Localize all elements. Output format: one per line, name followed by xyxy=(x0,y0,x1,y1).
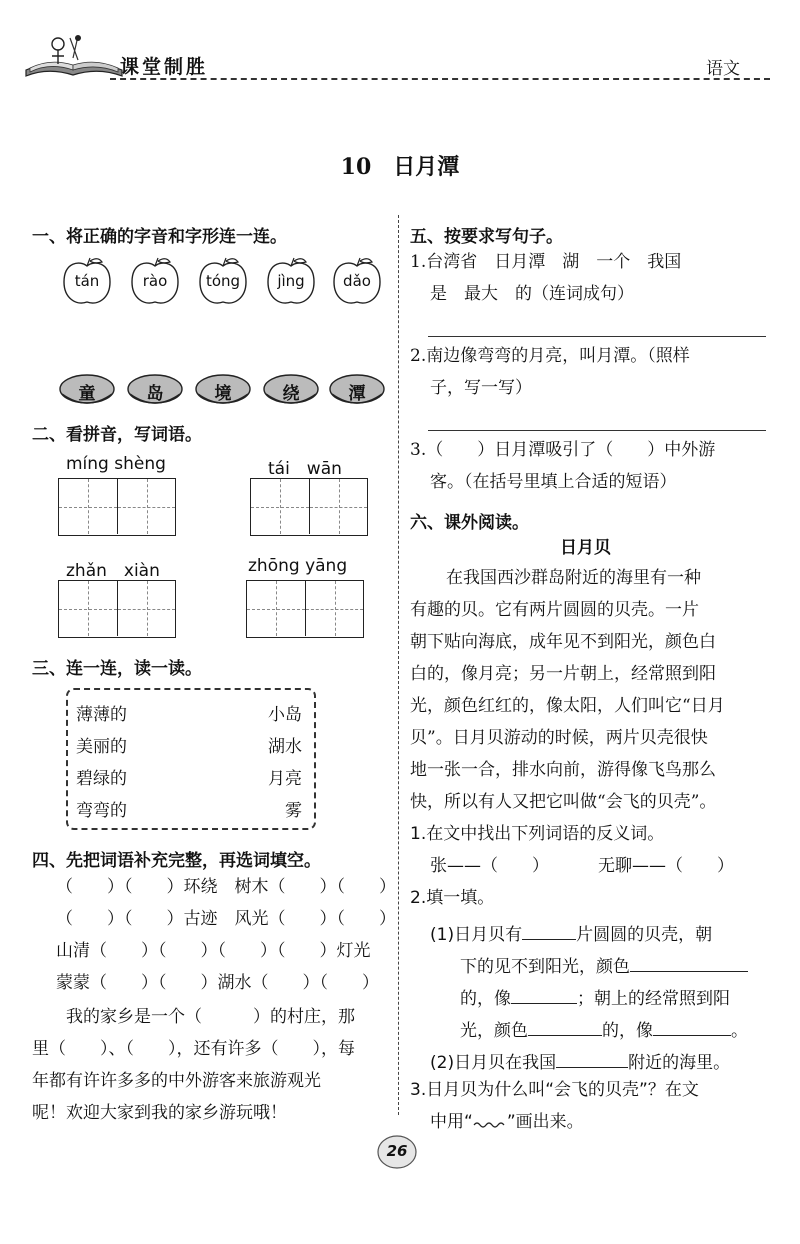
fill-line xyxy=(430,922,712,944)
fill-word-row[interactable]: 山清（ ）（ ）（ ）（ ）灯光 xyxy=(56,941,371,961)
match-left-item[interactable]: 碧绿的 xyxy=(76,769,127,789)
paragraph-line: 呢！欢迎大家到我的家乡游玩哦！ xyxy=(32,1103,287,1123)
paragraph-line[interactable]: 我的家乡是一个（ ）的村庄，那 xyxy=(66,1007,355,1027)
paragraph-line: 年都有许许多多的中外游客来旅游观光 xyxy=(32,1071,321,1091)
character-text: 绕 xyxy=(282,384,300,404)
page-number xyxy=(376,1134,418,1170)
match-right-item[interactable]: 湖水 xyxy=(268,737,302,757)
story-line: 有趣的贝。它有两片圆圆的贝壳。一片 xyxy=(410,600,699,620)
writing-grid[interactable] xyxy=(58,580,176,638)
pinyin-prompt: tái wān xyxy=(268,459,342,479)
fill-text: 附近的海里。 xyxy=(628,1053,731,1073)
question-line: 客。（在括号里填上合适的短语） xyxy=(430,472,677,492)
fill-text: ；朝上的经常照到阳 xyxy=(577,989,730,1009)
answer-line[interactable] xyxy=(428,336,766,337)
antonym-blank[interactable]: 张——（ ） xyxy=(430,856,549,876)
fill-blank[interactable] xyxy=(653,1018,731,1036)
wavy-underline-icon xyxy=(473,1115,507,1129)
fill-text: (1)日月贝有 xyxy=(430,925,523,945)
pinyin-prompt: zhǎn xiàn xyxy=(66,561,160,581)
subject-label: 语文 xyxy=(706,59,740,79)
writing-grid[interactable] xyxy=(58,478,176,536)
lesson-name: 日月潭 xyxy=(393,154,460,180)
fill-word-row[interactable]: （ ）（ ）古迹 风光（ ）（ ） xyxy=(56,909,396,929)
story-line: 光，颜色红红的，像太阳，人们叫它“日月 xyxy=(410,696,725,716)
fill-blank[interactable] xyxy=(556,1050,628,1068)
lesson-number: 10 xyxy=(340,154,372,180)
pinyin-apple xyxy=(128,256,182,308)
character-text: 童 xyxy=(78,384,96,404)
lesson-title xyxy=(0,150,800,181)
column-divider xyxy=(398,215,399,1115)
fill-text: 。 xyxy=(731,1021,748,1041)
fill-word-row[interactable]: （ ）（ ）环绕 树木（ ）（ ） xyxy=(56,877,396,897)
pinyin-prompt: míng shèng xyxy=(66,454,166,474)
question-line xyxy=(430,1114,584,1131)
header-divider xyxy=(110,78,770,80)
story-line: 贝”。日月贝游动的时候，两片贝壳很快 xyxy=(410,728,708,748)
fill-line xyxy=(460,954,748,976)
character-text: 境 xyxy=(214,384,232,404)
pinyin-text: tóng xyxy=(205,272,241,290)
story-line: 快，所以有人又把它叫做“会飞的贝壳”。 xyxy=(410,792,717,812)
pinyin-prompt: zhōng yāng xyxy=(248,556,348,576)
section-4-title: 四、先把词语补充完整，再选词填空。 xyxy=(32,851,321,871)
match-left-item[interactable]: 美丽的 xyxy=(76,737,127,757)
writing-grid[interactable] xyxy=(246,580,364,638)
fill-text: 下的见不到阳光，颜色 xyxy=(460,957,630,977)
antonym-blank[interactable]: 无聊——（ ） xyxy=(598,856,734,876)
fill-blank[interactable] xyxy=(522,922,576,940)
fill-word-row[interactable]: 蒙蒙（ ）（ ）湖水（ ）（ ） xyxy=(56,973,379,993)
section-6-title: 六、课外阅读。 xyxy=(410,513,529,533)
fill-text: ”画出来。 xyxy=(506,1112,584,1132)
fill-blank[interactable] xyxy=(630,954,748,972)
pinyin-apple xyxy=(196,256,250,308)
paragraph-line[interactable]: 里（ ）、（ ），还有许多（ ），每 xyxy=(32,1039,355,1059)
story-line: 朝下贴向海底，成年见不到阳光，颜色白 xyxy=(410,632,716,652)
section-1-title: 一、将正确的字音和字形连一连。 xyxy=(32,227,287,247)
story-line: 在我国西沙群岛附近的海里有一种 xyxy=(446,568,701,588)
fill-line xyxy=(460,986,730,1008)
pinyin-text: tán xyxy=(74,272,100,290)
question-line: 3.日月贝为什么叫“会飞的贝壳”？在文 xyxy=(410,1080,699,1100)
pinyin-apple xyxy=(330,256,384,308)
fill-text: 的，像 xyxy=(460,989,511,1009)
match-right-item[interactable]: 月亮 xyxy=(268,769,302,789)
question-line: 2.填一填。 xyxy=(410,888,495,908)
character-text: 岛 xyxy=(146,384,164,404)
fill-text: 片圆圆的贝壳，朝 xyxy=(576,925,713,945)
writing-grid[interactable] xyxy=(250,478,368,536)
question-line: 是 最大 的（连词成句） xyxy=(430,284,634,304)
fill-text: 中用“ xyxy=(430,1112,473,1132)
character-bowl xyxy=(194,372,252,410)
character-bowl xyxy=(328,372,386,410)
match-right-item[interactable]: 雾 xyxy=(285,801,302,821)
pinyin-apple xyxy=(264,256,318,308)
character-text: 潭 xyxy=(348,384,366,404)
question-line: 子，写一写） xyxy=(430,378,532,398)
fill-text: 光，颜色 xyxy=(460,1021,528,1041)
section-5-title: 五、按要求写句子。 xyxy=(410,227,563,247)
story-title: 日月贝 xyxy=(560,538,611,558)
fill-blank[interactable] xyxy=(511,986,577,1004)
pinyin-text: rào xyxy=(142,272,168,290)
brand-title: 课堂制胜 xyxy=(120,56,209,78)
page-number-text: 26 xyxy=(386,1142,408,1160)
section-2-title: 二、看拼音，写词语。 xyxy=(32,425,202,445)
question-line: 2.南边像弯弯的月亮，叫月潭。（照样 xyxy=(410,346,690,366)
question-line: 1.在文中找出下列词语的反义词。 xyxy=(410,824,665,844)
pinyin-apple xyxy=(60,256,114,308)
fill-text: (2)日月贝在我国 xyxy=(430,1053,557,1073)
fill-text: 的，像 xyxy=(602,1021,653,1041)
character-bowl xyxy=(58,372,116,410)
book-logo-icon xyxy=(18,30,128,80)
match-left-item[interactable]: 薄薄的 xyxy=(76,705,127,725)
question-line: 1.台湾省 日月潭 湖 一个 我国 xyxy=(410,252,682,272)
page-header xyxy=(0,0,800,90)
story-line: 白的，像月亮；另一片朝上，经常照到阳 xyxy=(410,664,716,684)
character-bowl xyxy=(262,372,320,410)
section-3-title: 三、连一连，读一读。 xyxy=(32,659,202,679)
match-left-item[interactable]: 弯弯的 xyxy=(76,801,127,821)
question-line[interactable]: 3.（ ）日月潭吸引了（ ）中外游 xyxy=(410,440,716,460)
match-right-item[interactable]: 小岛 xyxy=(268,705,302,725)
fill-blank[interactable] xyxy=(528,1018,602,1036)
answer-line[interactable] xyxy=(428,430,766,431)
character-bowl xyxy=(126,372,184,410)
fill-line xyxy=(460,1018,748,1040)
story-line: 地一张一合，排水向前，游得像飞鸟那么 xyxy=(410,760,716,780)
pinyin-text: jìng xyxy=(277,272,305,290)
fill-line xyxy=(430,1050,730,1072)
pinyin-text: dǎo xyxy=(343,272,371,290)
